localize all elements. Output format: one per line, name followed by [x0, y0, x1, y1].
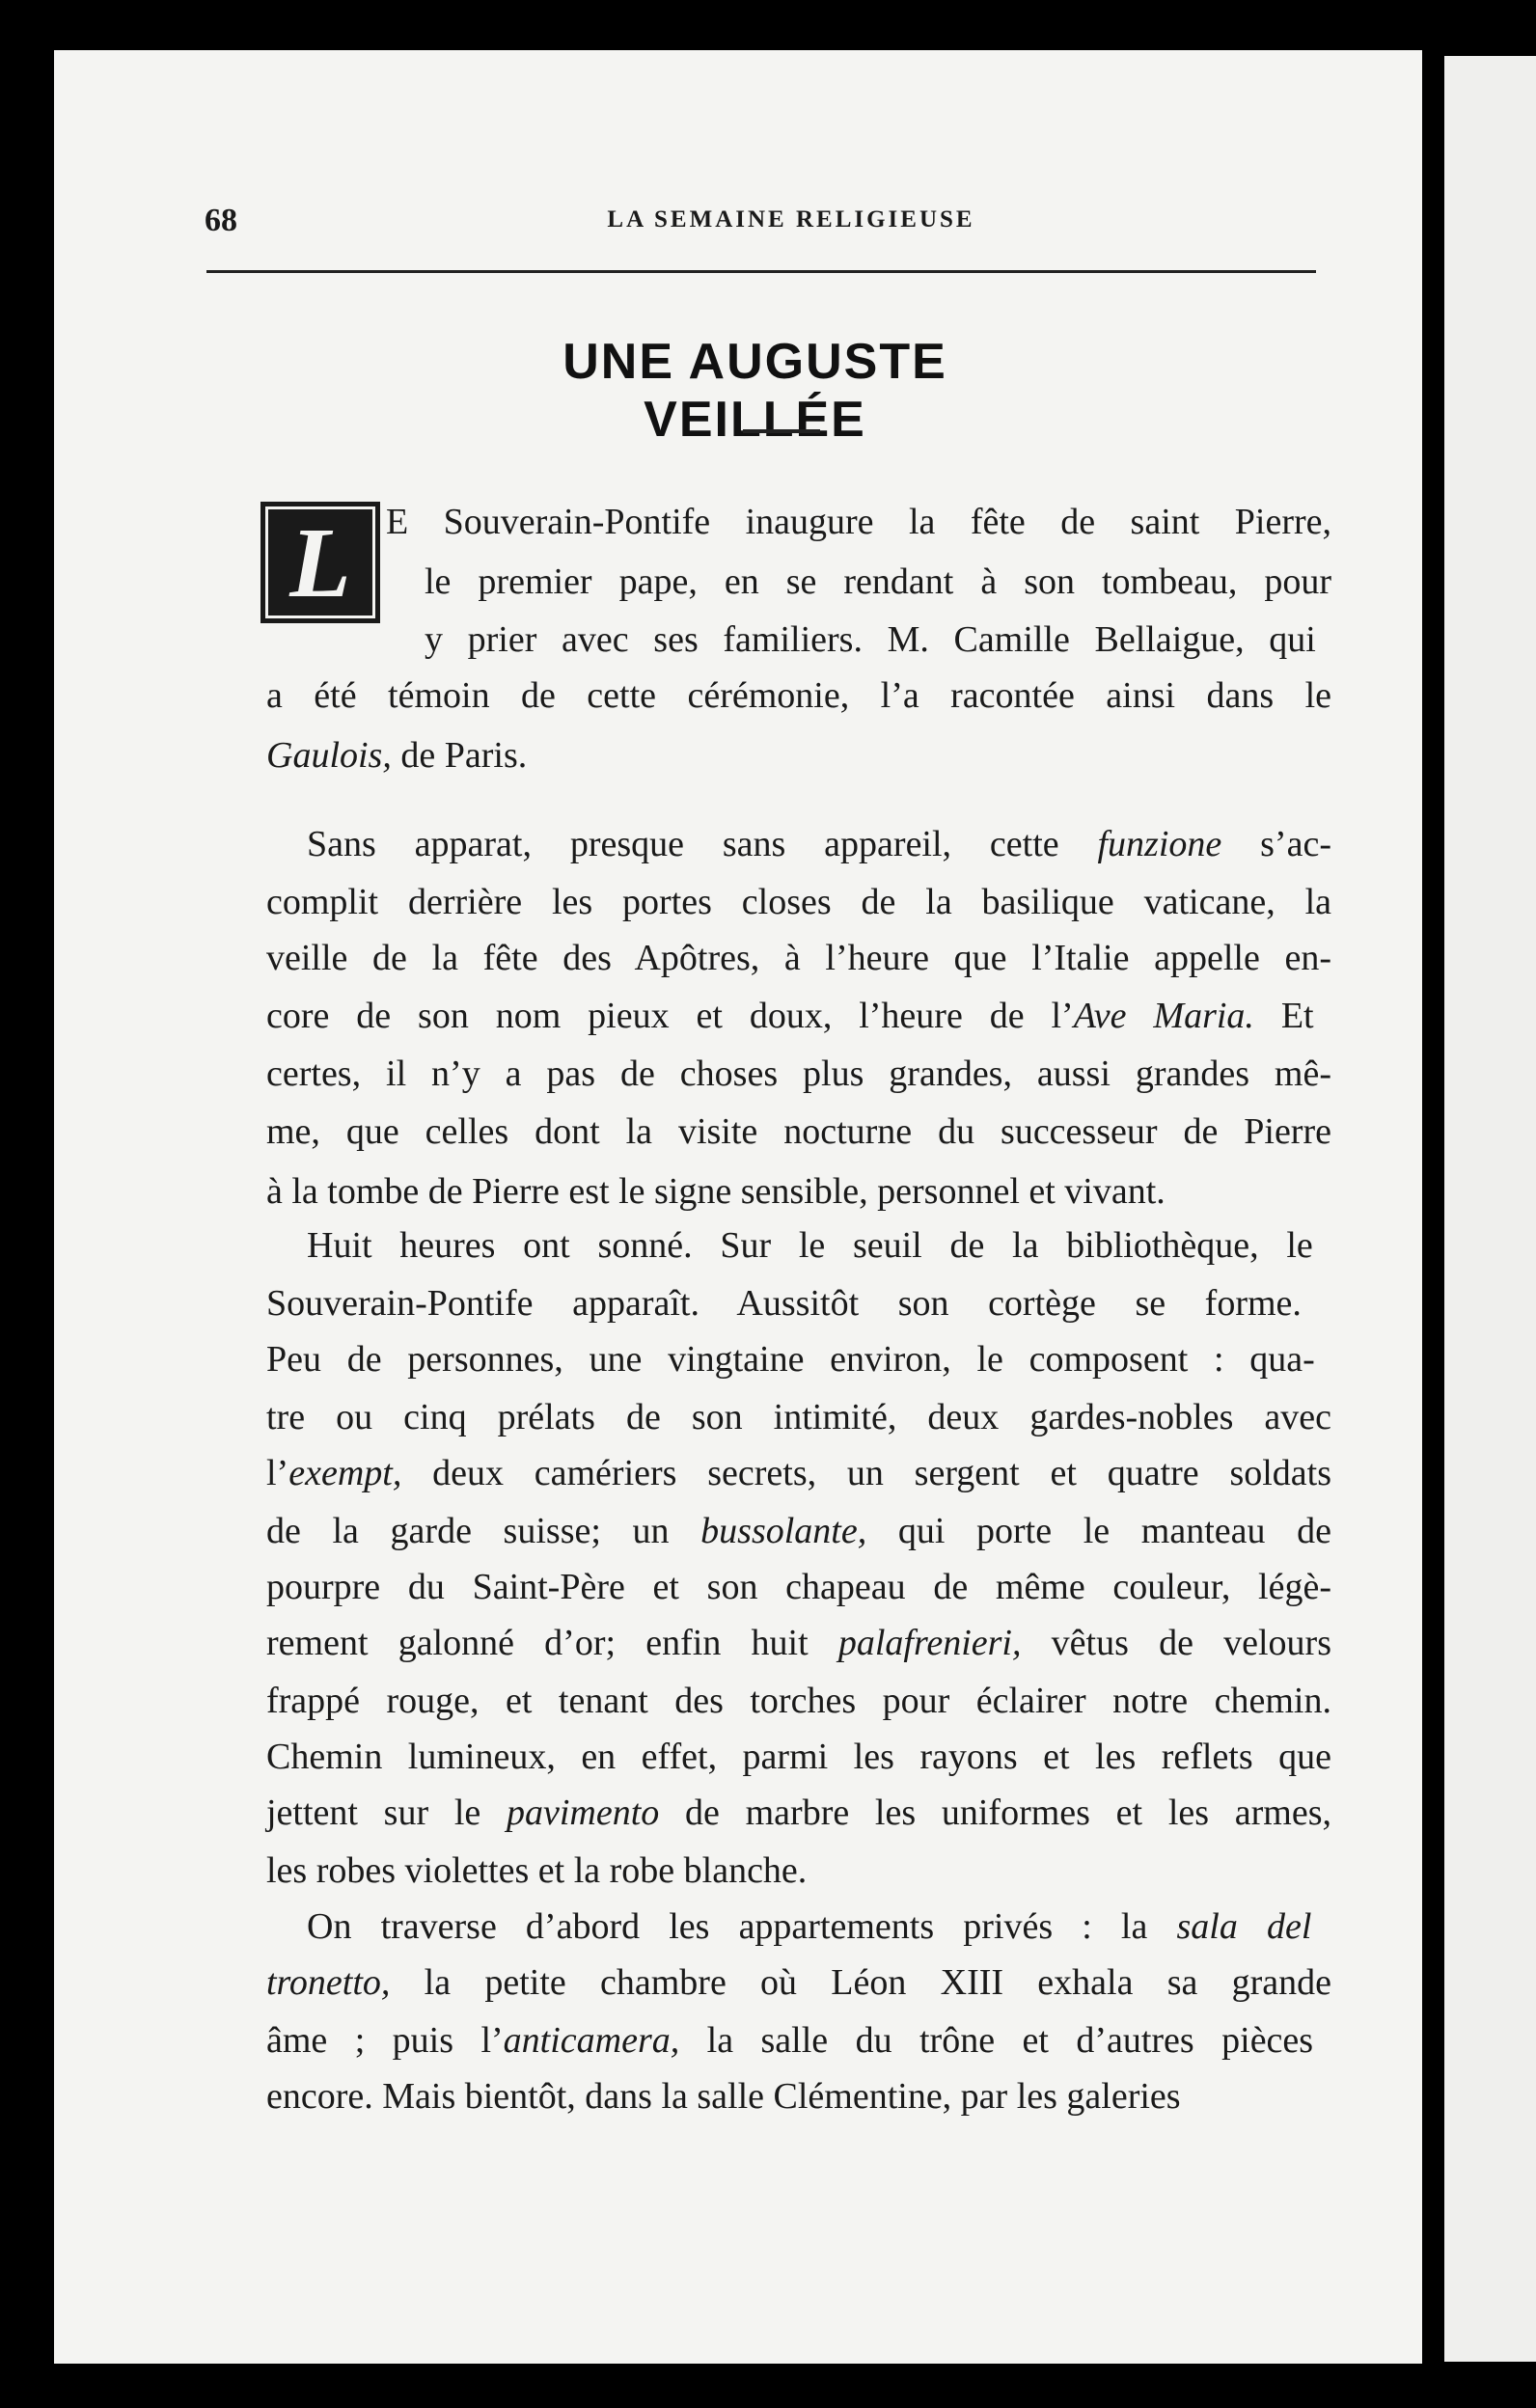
- text-run: Peu de personnes, une vingtaine environ, le composent : qua-: [266, 1339, 1315, 1380]
- text-line: [307, 822, 1331, 866]
- text-run: de marbre les uniformes et les armes,: [659, 1792, 1331, 1833]
- text-run: qui porte le manteau de: [866, 1511, 1331, 1551]
- text-line: [386, 500, 1331, 544]
- text-run: me, que celles dont la visite nocturne du successeur de Pierre: [266, 1111, 1331, 1152]
- text-line: [266, 673, 1331, 718]
- decorative-dropcap: L: [261, 502, 380, 623]
- italic-text: tronetto,: [266, 1962, 391, 2003]
- text-run: pourpre du Saint-Père et son chapeau de même couleur, légè-: [266, 1567, 1331, 1607]
- text-run: complit derrière les portes closes de la basilique vaticane, la: [266, 882, 1331, 922]
- text-line: [266, 936, 1331, 980]
- text-run: le premier pape, en se rendant à son tombeau, pour: [425, 561, 1331, 602]
- text-run: de Paris.: [391, 735, 528, 776]
- text-run: jettent sur le: [266, 1792, 507, 1833]
- header-rule: [206, 270, 1316, 273]
- text-run: Et: [1253, 996, 1314, 1036]
- italic-text: bussolante,: [700, 1511, 867, 1551]
- italic-text: funzione: [1097, 824, 1222, 864]
- running-title: LA SEMAINE RELIGIEUSE: [607, 206, 975, 233]
- text-line: [307, 1223, 1313, 1268]
- text-run: de la garde suisse; un: [266, 1511, 701, 1551]
- text-run: Souverain-Pontife apparaît. Aussitôt son cortège se forme.: [266, 1283, 1302, 1324]
- text-line: [266, 994, 1314, 1038]
- text-line: [425, 560, 1331, 604]
- text-run: certes, il n’y a pas de choses plus grandes, aussi grandes mê-: [266, 1054, 1331, 1094]
- text-line: [266, 1735, 1331, 1779]
- text-run: E Souverain-Pontife inaugure la fête de saint Pierre,: [386, 502, 1331, 542]
- text-line: [266, 1621, 1331, 1665]
- text-line: [266, 1052, 1331, 1096]
- italic-text: palafrenieri,: [837, 1623, 1022, 1663]
- text-line: [266, 1169, 1166, 1214]
- text-run: vêtus de velours: [1021, 1623, 1331, 1663]
- text-run: tre ou cinq prélats de son intimité, deux gardes-nobles avec: [266, 1397, 1331, 1437]
- text-line: [266, 1109, 1331, 1154]
- text-line: [266, 1337, 1315, 1382]
- text-run: Sans apparat, presque sans appareil, cette: [307, 824, 1098, 864]
- text-run: la salle du trône et d’autres pièces: [679, 2020, 1314, 2061]
- text-line: [266, 1791, 1331, 1835]
- text-run: la petite chambre où Léon XIII exhala sa grande: [390, 1962, 1331, 2003]
- text-line: [307, 1904, 1311, 1949]
- text-line: [266, 2074, 1181, 2119]
- italic-text: Ave Maria.: [1073, 996, 1254, 1036]
- text-line: [266, 1281, 1302, 1326]
- text-line: [266, 1509, 1331, 1553]
- text-run: On traverse d’abord les appartements privés : la: [307, 1906, 1177, 1947]
- text-run: y prier avec ses familiers. M. Camille Bellaigue, qui: [425, 619, 1316, 660]
- text-line: [266, 880, 1331, 924]
- text-run: l’: [266, 1453, 289, 1493]
- text-run: veille de la fête des Apôtres, à l’heure que l’Italie appelle en-: [266, 938, 1331, 978]
- text-line: [266, 1848, 807, 1893]
- page-number: 68: [205, 203, 237, 238]
- text-run: Huit heures ont sonné. Sur le seuil de la bibliothèque, le: [307, 1225, 1313, 1266]
- text-line: [266, 1451, 1331, 1495]
- italic-text: sala del: [1176, 1906, 1312, 1947]
- italic-text: exempt,: [288, 1453, 402, 1493]
- text-run: deux camériers secrets, un sergent et quatre soldats: [401, 1453, 1331, 1493]
- facing-page-edge: [1444, 56, 1536, 2362]
- text-run: s’ac-: [1221, 824, 1331, 864]
- text-line: [266, 1960, 1331, 2005]
- text-run: core de son nom pieux et doux, l’heure de l’: [266, 996, 1074, 1036]
- text-run: rement galonné d’or; enfin huit: [266, 1623, 838, 1663]
- text-line: [266, 1565, 1331, 1609]
- text-line: [266, 2018, 1313, 2063]
- text-run: à la tombe de Pierre est le signe sensible, personnel et vivant.: [266, 1171, 1166, 1212]
- text-run: encore. Mais bientôt, dans la salle Clémentine, par les galeries: [266, 2076, 1181, 2117]
- text-line: [266, 1395, 1331, 1439]
- title-rule: [743, 429, 820, 433]
- text-run: a été témoin de cette cérémonie, l’a racontée ainsi dans le: [266, 675, 1331, 716]
- text-line: [266, 733, 527, 778]
- text-line: [425, 617, 1316, 662]
- italic-text: anticamera,: [503, 2020, 680, 2061]
- text-run: âme ; puis l’: [266, 2020, 504, 2061]
- italic-text: Gaulois,: [266, 735, 392, 776]
- text-run: les robes violettes et la robe blanche.: [266, 1850, 808, 1891]
- italic-text: pavimento: [507, 1792, 660, 1833]
- text-run: Chemin lumineux, en effet, parmi les rayons et les reflets que: [266, 1737, 1331, 1777]
- text-run: frappé rouge, et tenant des torches pour éclairer notre chemin.: [266, 1681, 1331, 1721]
- article-title: UNE AUGUSTE VEILLÉE: [562, 334, 947, 448]
- text-line: [266, 1679, 1331, 1723]
